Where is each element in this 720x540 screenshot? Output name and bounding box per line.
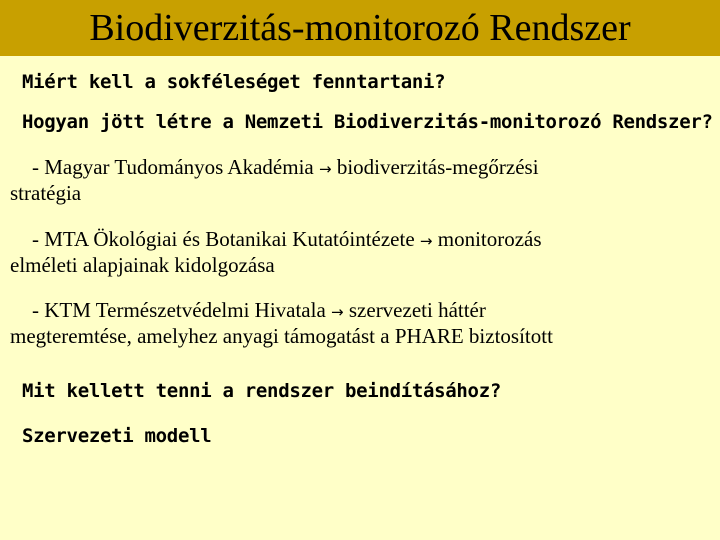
arrow-icon: → <box>419 232 433 250</box>
list-item-line <box>10 298 690 324</box>
list-item <box>10 227 690 277</box>
slide-title: Biodiverzitás-monitorozó Rendszer <box>89 7 631 49</box>
question-what-to-do: Mit kellett tenni a rendszer beindításához? <box>22 380 501 402</box>
arrow-icon: → <box>318 160 332 178</box>
list-item-rest: biodiverzitás-megőrzési <box>336 155 539 179</box>
title-bar <box>0 0 720 56</box>
list-item-lead: - MTA Ökológiai és Botanikai Kutatóintézete <box>32 227 415 251</box>
arrow-icon: → <box>331 303 344 321</box>
question-how-created: Hogyan jött létre a Nemzeti Biodiverzitás-monitorozó Rendszer? <box>22 111 713 133</box>
list-item-rest: szervezeti háttér <box>348 298 486 322</box>
list-item-lead: - KTM Természetvédelmi Hivatala <box>32 298 326 322</box>
list-item-lead: - Magyar Tudományos Akadémia <box>32 155 314 179</box>
list-item <box>10 298 690 348</box>
list-item-continuation: stratégia <box>10 181 82 205</box>
heading-organizational-model: Szervezeti modell <box>22 425 212 447</box>
list-item-continuation: elméleti alapjainak kidolgozása <box>10 253 275 277</box>
list-item-rest: monitorozás <box>437 227 542 251</box>
list-item-line <box>10 155 690 181</box>
list-item-continuation: megteremtése, amelyhez anyagi támogatást a PHARE biztosított <box>10 324 553 348</box>
list-item-line <box>10 227 690 253</box>
question-why-diversity: Miért kell a sokféleséget fenntartani? <box>22 71 446 93</box>
list-item <box>10 155 690 205</box>
